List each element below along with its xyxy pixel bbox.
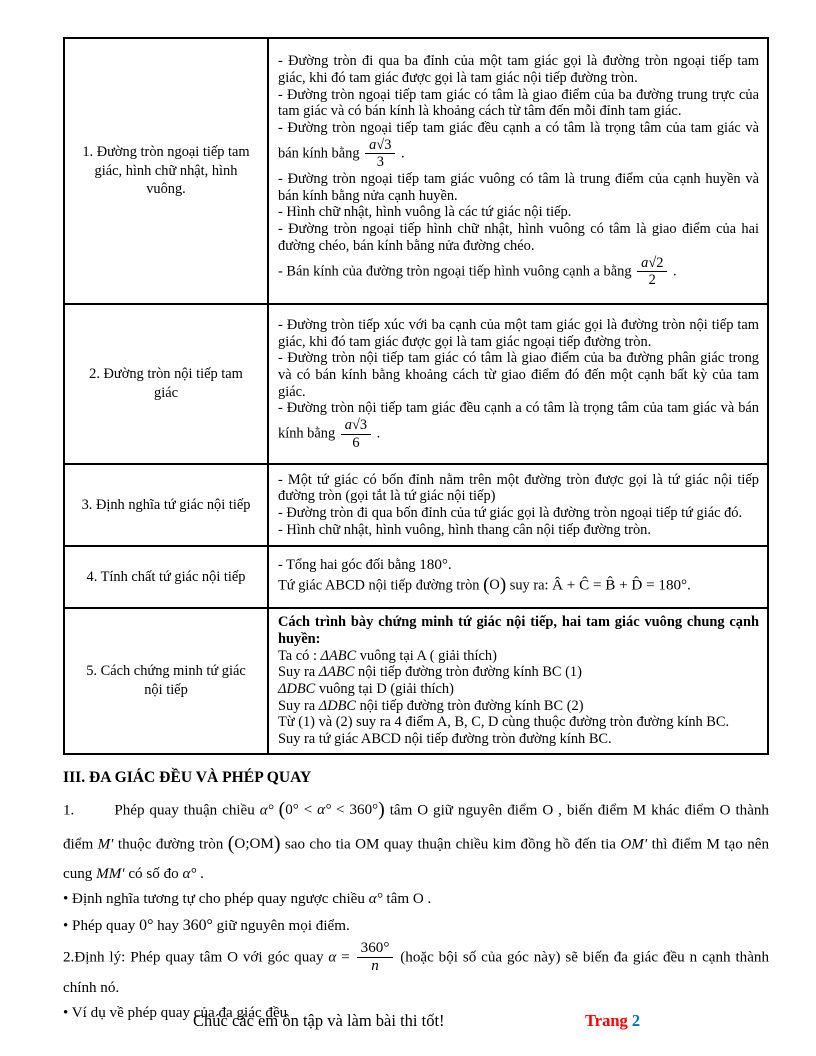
section-paragraph <box>63 794 769 887</box>
text-run: O;OM <box>234 836 274 853</box>
content-paragraph <box>278 400 759 451</box>
text-run: tâm O . <box>382 891 432 908</box>
text-run: tâm O giữ nguyên điểm O , biến điểm M khác điểm O thành điểm <box>63 802 769 853</box>
fraction-denominator <box>365 154 395 171</box>
text-run: - Đường tròn đi qua bốn đỉnh của tứ giác gọi là đường tròn ngoại tiếp tứ giác đó. <box>278 505 743 521</box>
text-run: ΔABC <box>318 664 355 681</box>
open-paren: ( <box>483 574 490 596</box>
text-run: - Hình chữ nhật, hình vuông là các tứ giác nội tiếp. <box>278 204 572 221</box>
text-run: Suy ra <box>278 697 319 714</box>
text-run: hay <box>153 918 183 935</box>
section-polygon-rotation <box>63 769 769 1027</box>
tab-space <box>74 798 114 824</box>
text-run: thuộc đường tròn <box>113 836 228 853</box>
section-body <box>63 794 769 1027</box>
content-paragraph <box>278 614 759 647</box>
parenthesized-math <box>483 574 507 596</box>
open-paren: ( <box>227 832 235 855</box>
section-paragraph <box>63 913 769 940</box>
text-run: 180° <box>419 557 448 574</box>
text-run: Từ (1) và (2) suy ra 4 điểm A, B, C, D cùng thuộc đường tròn đường kính BC. <box>278 714 730 731</box>
parenthesized-math <box>278 799 385 821</box>
text-run: α° <box>259 802 274 819</box>
text-run: 0° < <box>285 802 318 819</box>
table-row <box>64 608 768 754</box>
text-run: O <box>489 577 500 594</box>
text-run: • Phép quay <box>63 918 140 935</box>
fraction-numerator <box>341 417 371 435</box>
text-run: 360° <box>360 940 390 957</box>
content-paragraph <box>278 505 759 522</box>
text-run: vuông tại D (giải thích) <box>315 681 454 697</box>
row-content <box>268 546 768 608</box>
content-paragraph <box>278 204 759 221</box>
text-run: - Đường tròn tiếp xúc với ba cạnh của một tam giác gọi là đường tròn nội tiếp tam giác, khi đó tam giác được gọi là tam giác ngoại tiếp đường tròn. <box>278 316 759 350</box>
text-run: . <box>373 425 381 442</box>
close-paren: ) <box>378 799 385 821</box>
row-label: 4. Tính chất tứ giác nội tiếp <box>64 546 268 608</box>
fraction-denominator <box>341 435 371 452</box>
text-run: √3 <box>376 136 392 153</box>
fraction <box>635 255 669 289</box>
text-run: α° <box>368 891 383 908</box>
text-run: √3 <box>351 417 368 434</box>
close-paren: ) <box>273 832 281 855</box>
section-heading: III. ĐA GIÁC ĐỀU VÀ PHÉP QUAY <box>63 769 312 786</box>
content-paragraph <box>278 255 759 289</box>
content-paragraph <box>278 472 759 505</box>
text-run: 3 <box>376 154 384 171</box>
text-run: . <box>196 865 204 882</box>
text-run: < 360° <box>331 802 379 819</box>
page-label: Trang <box>585 1011 628 1030</box>
text-run: . <box>687 577 691 594</box>
text-run: vuông tại A ( giải thích) <box>356 647 497 664</box>
content-paragraph <box>278 664 759 681</box>
text-run: • Định nghĩa tương tự cho phép quay ngược chiều <box>63 891 369 908</box>
text-run: 0° <box>139 917 154 935</box>
text-run: Ta có : <box>278 647 321 664</box>
text-run: . <box>397 145 405 162</box>
text-run: - Một tứ giác có bốn đỉnh nằm trên một đường tròn được gọi là tứ giác nội tiếp đường tròn (gọi tắt là tứ giác nội tiếp) <box>278 471 759 505</box>
text-run: - Tổng hai góc đối bằng <box>278 557 420 574</box>
table-row <box>64 304 768 464</box>
content-paragraph <box>278 53 759 86</box>
fraction-numerator <box>357 940 394 958</box>
footer-page <box>585 1011 640 1031</box>
row-content <box>268 38 768 304</box>
table-row <box>64 464 768 546</box>
content-paragraph <box>278 648 759 665</box>
content-paragraph <box>278 698 759 715</box>
text-run: - Đường tròn ngoại tiếp tam giác có tâm là giao điểm của ba đường trung trực của tam giác và có bán kính là khoảng cách từ tâm đến mỗi đỉnh tam giác. <box>278 86 759 120</box>
text-run: 360° <box>182 917 213 935</box>
text-run: Phép quay thuận chiều <box>114 802 260 819</box>
table-row <box>64 38 768 304</box>
content-paragraph <box>278 87 759 120</box>
text-run: - Đường tròn ngoại tiếp tam giác vuông có tâm là trung điểm của cạnh huyền và bán kính bằng nửa cạnh huyền. <box>278 171 759 204</box>
text-run: có số đo <box>124 865 183 882</box>
fraction-numerator <box>637 255 667 273</box>
fraction-denominator <box>637 272 667 289</box>
text-run: (hoặc bội số của góc này) sẽ biến đa giác đều n cạnh thành chính nó. <box>63 949 769 996</box>
text-run: = <box>336 949 355 966</box>
table-row <box>64 546 768 608</box>
content-paragraph <box>278 575 759 597</box>
content-paragraph <box>278 681 759 698</box>
fraction <box>339 417 373 451</box>
text-run: Cách trình bày chứng minh tứ giác nội tiếp, hai tam giác vuông chung cạnh huyền: <box>278 614 759 647</box>
row-label: 1. Đường tròn ngoại tiếp tam giác, hình chữ nhật, hình vuông. <box>64 38 268 304</box>
parenthesized-math <box>227 832 281 855</box>
content-paragraph <box>278 350 759 400</box>
text-run: - Bán kính của đường tròn ngoại tiếp hình vuông cạnh a bằng <box>278 262 636 279</box>
content-paragraph <box>278 221 759 254</box>
fraction <box>363 137 397 171</box>
text-run: suy ra: <box>506 577 553 594</box>
text-run: Tứ giác ABCD nội tiếp đường tròn <box>278 577 484 594</box>
row-label: 5. Cách chứng minh tứ giác nội tiếp <box>64 608 268 754</box>
row-content <box>268 608 768 754</box>
section-paragraph <box>63 887 769 913</box>
section-paragraph <box>63 940 769 1001</box>
row-label: 2. Đường tròn nội tiếp tam giác <box>64 304 268 464</box>
row-content <box>268 304 768 464</box>
text-run: sao cho tia OM quay thuận chiều kim đồng hồ đến tia <box>280 836 621 853</box>
content-paragraph <box>278 714 759 731</box>
content-paragraph <box>278 317 759 350</box>
text-run: Â + Ĉ = B̂ + D̂ = 180° <box>552 577 688 594</box>
text-run: - Đường tròn ngoại tiếp hình chữ nhật, hình vuông có tâm là giao điểm của hai đường chéo, bán kính bằng nửa đường chéo. <box>278 221 759 254</box>
text-run: Suy ra tứ giác ABCD nội tiếp đường tròn đường kính BC. <box>278 731 612 748</box>
close-paren: ) <box>499 574 507 596</box>
text-run: 6 <box>352 434 360 451</box>
text-run: a <box>369 136 377 153</box>
text-run: giữ nguyên mọi điểm. <box>212 918 350 935</box>
open-paren: ( <box>278 799 286 821</box>
text-run: - Đường tròn nội tiếp tam giác đều cạnh a có tâm là trọng tâm của tam giác và bán kính bằng <box>278 400 759 442</box>
footer-message: Chúc các em ôn tập và làm bài thi tốt! <box>193 1011 445 1030</box>
text-run: thì điểm M tạo nên cung <box>63 836 769 882</box>
text-run: ΔABC <box>320 647 357 664</box>
text-run: 1. <box>63 802 75 819</box>
text-run: . <box>447 557 452 574</box>
text-run: • Ví dụ về phép quay của đa giác đều <box>63 1005 288 1022</box>
content-paragraph <box>278 557 759 575</box>
summary-table <box>63 37 769 755</box>
row-content <box>268 464 768 546</box>
text-run: ΔDBC <box>278 681 316 697</box>
text-run: n <box>371 958 379 975</box>
text-run: M′ <box>97 836 114 853</box>
content-paragraph <box>278 171 759 204</box>
text-run: α <box>328 949 337 966</box>
row-label: 3. Định nghĩa tứ giác nội tiếp <box>64 464 268 546</box>
text-run: α° <box>317 802 332 819</box>
text-run: 2 <box>648 272 656 289</box>
content-paragraph <box>278 731 759 748</box>
text-run: - Đường tròn đi qua ba đỉnh của một tam giác gọi là đường tròn ngoại tiếp tam giác, khi đó tam giác được gọi là tam giác nội tiếp đường tròn. <box>278 53 759 87</box>
content-paragraph <box>278 522 759 539</box>
content-paragraph <box>278 120 759 171</box>
text-run: a <box>641 254 649 271</box>
text-run: 2.Định lý: Phép quay tâm O với góc quay <box>63 949 329 966</box>
fraction-denominator <box>357 958 394 975</box>
text-run: a <box>344 417 352 434</box>
text-run: ΔDBC <box>318 697 357 714</box>
text-run: - Đường tròn ngoại tiếp tam giác đều cạnh a có tâm là trọng tâm của tam giác và bán kính bằng <box>278 120 759 162</box>
text-run: MM′ <box>96 865 125 882</box>
text-run: - Hình chữ nhật, hình vuông, hình thang cân nội tiếp đường tròn. <box>278 521 651 538</box>
text-run: - Đường tròn nội tiếp tam giác có tâm là giao điểm của ba đường phân giác trong và có bán kính bằng khoảng cách từ giao điểm đó đến một cạnh bất kỳ của tam giác. <box>278 350 759 400</box>
text-run: √2 <box>648 254 664 271</box>
text-run: . <box>669 262 677 279</box>
text-run: nội tiếp đường tròn đường kính BC (2) <box>356 697 584 714</box>
fraction-numerator <box>365 137 395 155</box>
text-run: nội tiếp đường tròn đường kính BC (1) <box>354 664 582 681</box>
text-run: α° <box>182 865 197 882</box>
page-number: 2 <box>631 1011 641 1030</box>
fraction <box>355 940 396 976</box>
text-run: Suy ra <box>278 664 319 681</box>
text-run: OM′ <box>620 836 648 853</box>
